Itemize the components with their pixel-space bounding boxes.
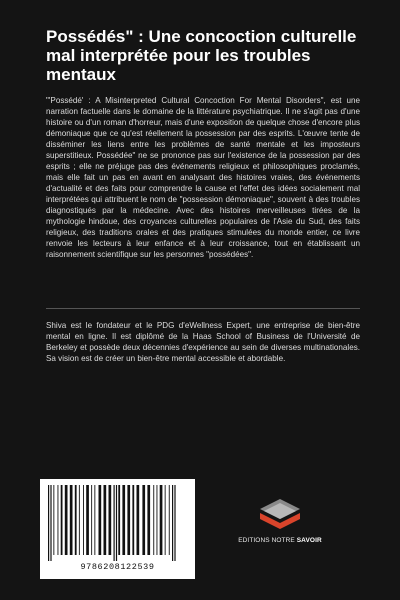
barcode-bar (53, 485, 54, 555)
barcode-bar (61, 485, 63, 555)
author-bio: Shiva est le fondateur et le PDG d'eWellness Expert, une entreprise de bien-être mental en ligne. Il est diplômé de la Haas School of Business de l'Université de Berkeley et possède deux décennies d'expérience au sein de diverses multinationales. Sa vision est de créer un bien-être mental accessible et abordable. (46, 321, 360, 363)
barcode-bar (132, 485, 134, 555)
book-title: Possédés" : Une concoction culturelle mal interprétée pour les troubles mentaux (46, 27, 357, 84)
isbn-number: 9786208122539 (80, 562, 155, 572)
barcode-bar (79, 485, 80, 555)
publisher-logo-icon (258, 497, 302, 533)
publisher-name (230, 537, 330, 544)
barcode-bar (48, 485, 49, 561)
barcode-bar (91, 485, 92, 555)
barcode-bar (169, 485, 170, 555)
publisher-logo (230, 497, 330, 557)
barcode-bar (118, 485, 120, 555)
barcode-bar (70, 485, 73, 555)
barcode-bar (114, 485, 115, 561)
barcode-bar (147, 485, 150, 555)
barcode-bar (109, 485, 112, 555)
barcode-bar (116, 485, 117, 561)
book-description: "'Possédé' : A Misinterpreted Cultural Concoction For Mental Disorders", est une narration factuelle dans le domaine de la littérature psychiatrique. Il ne s'agit pas d'une histoire ou d'un roman d'horreur, mais d'une exposition de quelque chose d'encore plus démoniaque que ce qu'est réellement la possession par des esprits. L'œuvre tente de disséminer les liens entre les problèmes de santé mentale et les imposteurs superstitieux. Possédée" ne se prononce pas sur l'existence de la possession par des esprits ; elle ne préjuge pas des événements religieux et philosophiques proclamés, mais elle fait un pas en avant en analysant des histoires vraies, des événements d'actualité et des faits pour comprendre la cause et l'effet des idées socialement mal interprétées qui attribuent le nom de "possession démoniaque", souvent à des troubles diagnostiqués par la médecine. Avec des histoires merveilleuses tirées de la mythologie hindoue, des croyances culturelles populaires de l'Asie du Sud, des faits religieux, des traditions orales et des pratiques stimulées du monde entier, ce livre renvoie les lecteurs à leur enfance et à leur croissance, tout en établissant un raisonnement scientifique sur les personnes "possédées". (46, 96, 360, 259)
barcode-bar (174, 485, 175, 561)
barcode-bar (58, 485, 59, 555)
barcode-bar (165, 485, 166, 555)
section-divider (46, 308, 360, 309)
barcode-bar (104, 485, 107, 555)
barcode-bars (46, 485, 189, 561)
barcode-bar (83, 485, 84, 555)
barcode-bar (86, 485, 89, 555)
barcode-bar (127, 485, 130, 555)
isbn-barcode (40, 479, 195, 579)
barcode-bar (157, 485, 158, 555)
publisher-name-prefix: EDITIONS NOTRE (238, 537, 295, 544)
barcode-bar (75, 485, 77, 555)
barcode-bar (50, 485, 51, 561)
barcode-bar (122, 485, 125, 555)
barcode-bar (142, 485, 145, 555)
barcode-bar (94, 485, 95, 555)
publisher-name-suffix: SAVOIR (296, 537, 322, 544)
barcode-bar (172, 485, 173, 561)
barcode-bar (160, 485, 163, 555)
barcode-bar (137, 485, 140, 555)
barcode-bar (65, 485, 68, 555)
barcode-bar (153, 485, 154, 555)
barcode-bar (99, 485, 102, 555)
